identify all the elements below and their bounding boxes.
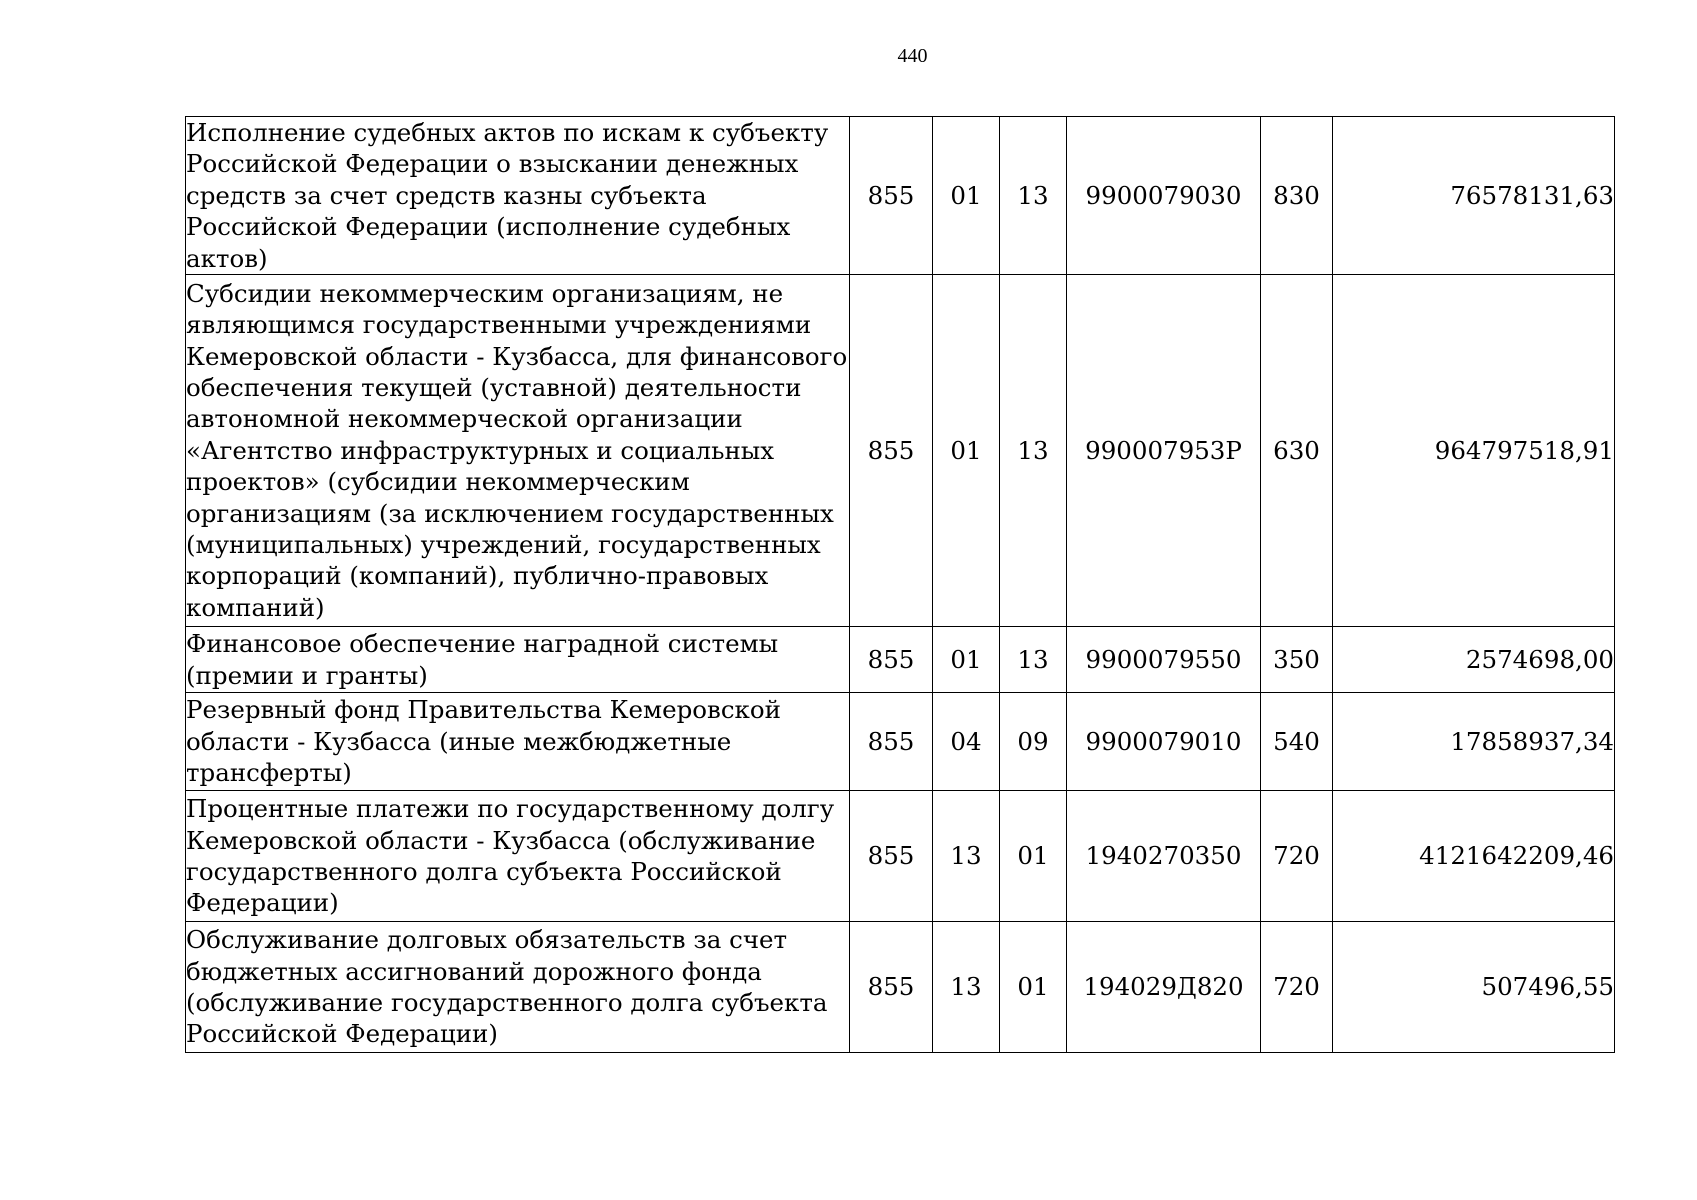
section-code: 04 <box>933 693 1000 791</box>
amount: 2574698,00 <box>1333 627 1615 693</box>
ministry-code: 855 <box>850 117 933 275</box>
row-description-text: Резервный фонд Правительства Кемеровской области - Кузбасса (иные межбюджетные трансферты) <box>186 695 781 788</box>
budget-table <box>185 116 1615 1053</box>
ministry-code: 855 <box>850 922 933 1053</box>
row-description-text: Исполнение судебных актов по искам к субъекту Российской Федерации о взыскании денежных средств за счет средств казны субъекта Российской Федерации (исполнение судебных актов) <box>186 118 829 273</box>
table-row <box>186 275 1615 627</box>
target-article-code: 990007953Р <box>1067 275 1261 627</box>
row-description-text: Субсидии некоммерческим организациям, не являющимся государственными учреждениями Кемеровской области - Кузбасса, для финансового обеспечения текущей (уставной) деятельности автономной некоммерческой организации «Агентство инфраструктурных и социальных проектов» (субсидии некоммерческим организациям (за исключением государственных (муниципальных) учреждений, государственных корпораций (компаний), публично-правовых компаний) <box>186 278 848 622</box>
section-code: 01 <box>933 117 1000 275</box>
expense-type-code: 720 <box>1261 922 1333 1053</box>
amount: 76578131,63 <box>1333 117 1615 275</box>
table-row <box>186 791 1615 922</box>
subsection-code: 13 <box>1000 627 1067 693</box>
section-code: 01 <box>933 627 1000 693</box>
section-code: 13 <box>933 791 1000 922</box>
ministry-code: 855 <box>850 627 933 693</box>
amount: 964797518,91 <box>1333 275 1615 627</box>
section-code: 01 <box>933 275 1000 627</box>
table-row <box>186 627 1615 693</box>
expense-type-code: 830 <box>1261 117 1333 275</box>
table-row <box>186 117 1615 275</box>
target-article-code: 9900079030 <box>1067 117 1261 275</box>
target-article-code: 9900079010 <box>1067 693 1261 791</box>
page-number: 440 <box>897 45 928 67</box>
row-description <box>186 693 850 791</box>
row-description <box>186 627 850 693</box>
subsection-code: 01 <box>1000 791 1067 922</box>
amount: 17858937,34 <box>1333 693 1615 791</box>
expense-type-code: 630 <box>1261 275 1333 627</box>
table-row <box>186 922 1615 1053</box>
row-description <box>186 117 850 275</box>
ministry-code: 855 <box>850 693 933 791</box>
expense-type-code: 540 <box>1261 693 1333 791</box>
row-description-text: Процентные платежи по государственному долгу Кемеровской области - Кузбасса (обслуживание государственного долга субъекта Российской Федерации) <box>186 794 835 918</box>
row-description <box>186 922 850 1053</box>
row-description-text: Финансовое обеспечение наградной системы (премии и гранты) <box>186 629 779 690</box>
target-article-code: 1940270350 <box>1067 791 1261 922</box>
section-code: 13 <box>933 922 1000 1053</box>
subsection-code: 09 <box>1000 693 1067 791</box>
ministry-code: 855 <box>850 791 933 922</box>
row-description <box>186 791 850 922</box>
target-article-code: 9900079550 <box>1067 627 1261 693</box>
subsection-code: 13 <box>1000 117 1067 275</box>
ministry-code: 855 <box>850 275 933 627</box>
row-description-text: Обслуживание долговых обязательств за счет бюджетных ассигнований дорожного фонда (обслуживание государственного долга субъекта Российской Федерации) <box>186 925 828 1049</box>
expense-type-code: 350 <box>1261 627 1333 693</box>
expense-type-code: 720 <box>1261 791 1333 922</box>
subsection-code: 01 <box>1000 922 1067 1053</box>
target-article-code: 194029Д820 <box>1067 922 1261 1053</box>
table-row <box>186 693 1615 791</box>
subsection-code: 13 <box>1000 275 1067 627</box>
amount: 4121642209,46 <box>1333 791 1615 922</box>
amount: 507496,55 <box>1333 922 1615 1053</box>
row-description <box>186 275 850 627</box>
